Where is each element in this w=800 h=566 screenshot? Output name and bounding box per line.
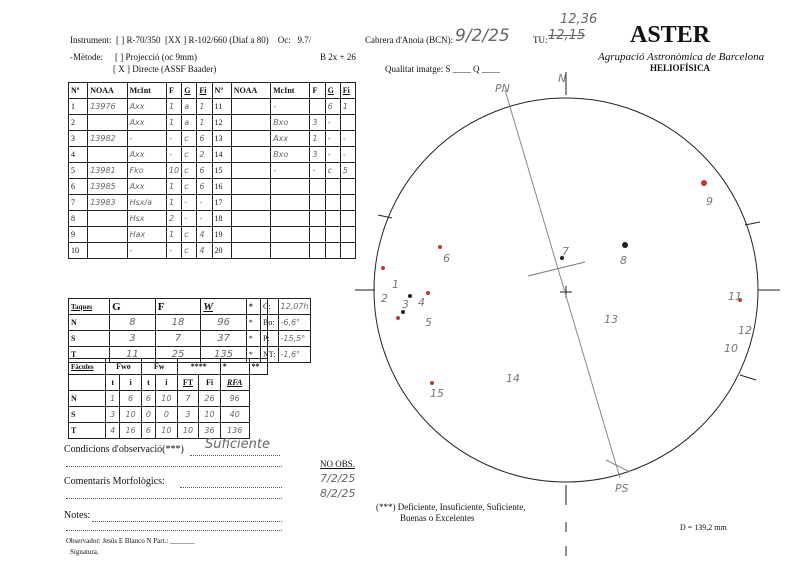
groups-table-cell[interactable]: 4	[197, 227, 212, 243]
facules-cell[interactable]: 4	[106, 423, 120, 439]
groups-table-cell[interactable]: 5	[69, 163, 88, 179]
groups-table-cell[interactable]: 1	[166, 115, 181, 131]
no-obs-date-1: 7/2/25	[320, 472, 356, 485]
conditions-label: Condicions d'observació(***)	[64, 444, 184, 455]
groups-table-cell[interactable]: -	[166, 131, 181, 147]
groups-table-cell[interactable]: Axx	[127, 99, 166, 115]
col-header: Nº	[69, 83, 88, 99]
comments-label: Comentaris Morfològics:	[64, 476, 165, 487]
groups-table-cell[interactable]: -	[271, 99, 310, 115]
groups-table-cell[interactable]: 1	[166, 227, 181, 243]
groups-table-cell[interactable]: c	[182, 147, 197, 163]
param-label: Bo:	[261, 315, 279, 331]
taques-cell[interactable]: 11	[110, 347, 156, 363]
groups-table-cell[interactable]: c	[182, 243, 197, 259]
instrument-label: Instrument:	[70, 35, 112, 45]
tu-handwritten-top: 12,36	[560, 12, 598, 27]
facules-cell[interactable]: 7	[177, 391, 199, 407]
col-header: G	[325, 83, 340, 99]
groups-table-cell[interactable]: 13983	[88, 195, 127, 211]
spot-group-15-red	[430, 381, 434, 385]
groups-table-cell[interactable]: Fko	[127, 163, 166, 179]
groups-table-cell[interactable]: Axx	[127, 115, 166, 131]
groups-table-cell[interactable]: 18	[212, 211, 231, 227]
groups-table-cell[interactable]: Hsx	[127, 211, 166, 227]
facules-cell[interactable]: 96	[220, 391, 249, 407]
groups-table-cell[interactable]: 15	[212, 163, 231, 179]
param-label: C:	[261, 299, 279, 315]
method-label: -Mètode:	[70, 52, 103, 62]
col-header: Fi	[340, 83, 355, 99]
groups-table-cell[interactable]: 13981	[88, 163, 127, 179]
spot-group-5-red	[426, 291, 430, 295]
groups-table-cell[interactable]: c	[182, 131, 197, 147]
taques-cell[interactable]: 37	[201, 331, 247, 347]
spot-group-1-red	[381, 266, 385, 270]
groups-table-cell[interactable]: 6	[197, 179, 212, 195]
group-number-label: 11	[728, 290, 742, 303]
groups-table-cell[interactable]: 2	[197, 147, 212, 163]
col-header: NOAA	[88, 83, 127, 99]
groups-table-cell[interactable]: 9	[69, 227, 88, 243]
brand-title: ASTER	[630, 22, 711, 48]
groups-table-cell[interactable]: 16	[212, 179, 231, 195]
facules-title: Fàcules	[69, 359, 106, 375]
diameter: D = 139,2 mm	[680, 523, 727, 532]
facules-cell[interactable]: 26	[199, 391, 221, 407]
facules-col-header: t	[106, 375, 120, 391]
facules-cell[interactable]: 6	[120, 391, 142, 407]
groups-table-cell[interactable]: -	[310, 163, 325, 179]
facules-cell[interactable]: 3	[106, 407, 120, 423]
facules-fwo: Fwo	[106, 359, 142, 375]
image-quality: Qualitat imatge: S ____ Q ____	[385, 64, 500, 74]
group-number-label: 4	[418, 296, 425, 309]
groups-table-cell[interactable]: 6	[197, 163, 212, 179]
groups-table-cell[interactable]: 1	[197, 115, 212, 131]
groups-table-cell[interactable]: -	[166, 147, 181, 163]
location: Cabrera d'Anoia (BCN):	[365, 35, 454, 45]
facules-cell[interactable]: 136	[220, 423, 249, 439]
tu-label: TU:	[533, 35, 548, 45]
group-number-label: 5	[425, 316, 432, 329]
oc-label: Oc:	[277, 35, 291, 45]
pole-south-label: PS	[615, 482, 629, 495]
groups-table-cell[interactable]: -	[182, 195, 197, 211]
param-value[interactable]: -1,6°	[278, 347, 311, 363]
groups-table-cell[interactable]: 1	[69, 99, 88, 115]
groups-table-cell[interactable]: -	[182, 211, 197, 227]
brand-section: HELIOFÍSICA	[650, 63, 711, 73]
groups-table-cell[interactable]: -	[325, 131, 340, 147]
groups-table-cell[interactable]: a	[182, 99, 197, 115]
taques-row-label: S	[69, 331, 110, 347]
col-header: McInt	[271, 83, 310, 99]
groups-table-cell[interactable]: 13982	[88, 131, 127, 147]
groups-table-cell[interactable]: -	[166, 243, 181, 259]
groups-table-cell[interactable]: 2	[69, 115, 88, 131]
facules-cell[interactable]: 10	[199, 407, 221, 423]
groups-table-cell[interactable]: 4	[197, 243, 212, 259]
taques-cell[interactable]: 25	[155, 347, 201, 363]
taques-col-f: F	[155, 299, 201, 315]
groups-table-cell[interactable]: -	[340, 147, 355, 163]
north-label: N	[558, 72, 567, 85]
facules-col-header: i	[120, 375, 142, 391]
groups-table-cell[interactable]: -	[127, 131, 166, 147]
facules-row-label: N	[69, 391, 106, 407]
groups-table-cell[interactable]: 8	[69, 211, 88, 227]
no-obs-date-2: 8/2/25	[320, 487, 356, 500]
facules-cell[interactable]: 3	[177, 407, 199, 423]
groups-table-cell[interactable]: 12	[212, 115, 231, 131]
facules-cell[interactable]: 0	[156, 407, 178, 423]
groups-table-cell[interactable]: 20	[212, 243, 231, 259]
groups-table-cell[interactable]: -	[271, 163, 310, 179]
facules-cell[interactable]: 0	[141, 407, 155, 423]
spot-group-9	[701, 180, 707, 186]
group-number-label: 15	[430, 387, 444, 400]
col-header: Fi	[197, 83, 212, 99]
tick-e1	[378, 215, 392, 218]
sunspots	[381, 180, 742, 385]
taques-cell[interactable]: *	[246, 331, 267, 347]
group-number-label: 12	[738, 324, 752, 337]
param-value[interactable]: -6,6°	[278, 315, 311, 331]
facules-cell[interactable]: 10	[156, 391, 178, 407]
groups-table-cell[interactable]: 1	[340, 99, 355, 115]
taques-cell[interactable]: 8	[110, 315, 156, 331]
groups-table-cell[interactable]: 7	[69, 195, 88, 211]
groups-table-cell[interactable]: 1	[166, 99, 181, 115]
taques-col-star: *	[246, 299, 267, 315]
facules-row-label: T	[69, 423, 106, 439]
no-obs-label: NO OBS.	[320, 459, 356, 469]
oc-value: 9.7/	[297, 35, 312, 45]
taques-title: Taques	[69, 299, 110, 315]
groups-table-cell[interactable]: Bxo	[271, 115, 310, 131]
groups-table-cell[interactable]: c	[182, 163, 197, 179]
taques-cell[interactable]: 7	[155, 331, 201, 347]
groups-table-cell[interactable]: -	[197, 211, 212, 227]
groups-table-cell[interactable]: Axx	[127, 179, 166, 195]
taques-cell[interactable]: 3	[110, 331, 156, 347]
facules-cell[interactable]: 6	[141, 423, 155, 439]
legend-line-1: (***) Deficiente, Insuficiente, Suficiente,	[376, 502, 526, 512]
facules-col-header: FT	[177, 375, 199, 391]
groups-table-cell[interactable]: 3	[310, 115, 325, 131]
groups-table-cell[interactable]: 13985	[88, 179, 127, 195]
col-header: F	[166, 83, 181, 99]
groups-table-cell[interactable]: Hsx/a	[127, 195, 166, 211]
taques-cell[interactable]: 135	[201, 347, 247, 363]
groups-table-cell[interactable]: -	[197, 195, 212, 211]
groups-table-cell[interactable]: 6	[197, 131, 212, 147]
group-number-label: 2	[381, 292, 388, 305]
facules-cell[interactable]: 40	[220, 407, 249, 423]
date-handwritten: 9/2/25	[455, 26, 510, 46]
spot-group-8	[622, 242, 628, 248]
facules-stars4: ****	[177, 359, 220, 375]
groups-table-cell[interactable]: 1	[166, 195, 181, 211]
facules-col-header: Fi	[199, 375, 221, 391]
taques-cell[interactable]: 18	[155, 315, 201, 331]
groups-table-cell[interactable]: -	[325, 147, 340, 163]
facules-col-header: i	[156, 375, 178, 391]
taques-row-label: T	[69, 347, 110, 363]
groups-table-cell[interactable]: 13	[212, 131, 231, 147]
col-header: NOAA	[231, 83, 270, 99]
groups-table-cell[interactable]: 19	[212, 227, 231, 243]
instrument-option-2[interactable]: [XX ] R-102/660 (Diaf a 80)	[165, 35, 269, 45]
spot-group-3-red	[396, 316, 400, 320]
groups-table-cell[interactable]: 3	[69, 131, 88, 147]
taques-col-w: W	[201, 299, 247, 315]
notes-label: Notes:	[64, 510, 91, 521]
groups-table-cell[interactable]: 3	[310, 147, 325, 163]
legend-line-2: Buenas o Excelentes	[400, 513, 475, 523]
facules-cell[interactable]: 16	[120, 423, 142, 439]
param-value[interactable]: -15,5°	[278, 331, 311, 347]
observer: Observador: Jesús E Blanco N Part.: _______	[66, 537, 195, 545]
groups-table-cell[interactable]: a	[182, 115, 197, 131]
group-number-label: 3	[402, 298, 409, 311]
groups-table-cell[interactable]: Axx	[127, 147, 166, 163]
taques-cell[interactable]: 96	[201, 315, 247, 331]
param-value[interactable]: 12,07h	[278, 299, 311, 315]
facules-row-label: S	[69, 407, 106, 423]
groups-table-cell[interactable]: 6	[325, 99, 340, 115]
groups-table-cell[interactable]: 1	[310, 131, 325, 147]
spot-group-6-red	[438, 245, 442, 249]
facules-cell[interactable]: 10	[156, 423, 178, 439]
facules-cell[interactable]: 10	[120, 407, 142, 423]
groups-table-cell[interactable]: 10	[69, 243, 88, 259]
col-header: McInt	[127, 83, 166, 99]
method-option-1[interactable]: [ ] Projecció (oc 9mm)	[115, 52, 197, 62]
facules-col-header: t	[141, 375, 155, 391]
group-number-label: 9	[706, 195, 713, 208]
facules-cell[interactable]: 10	[177, 423, 199, 439]
facules-cell[interactable]: 1	[106, 391, 120, 407]
groups-table-cell[interactable]: 11	[212, 99, 231, 115]
facules-cell[interactable]: 36	[199, 423, 221, 439]
col-header: Nº	[212, 83, 231, 99]
groups-table-cell[interactable]: 5	[340, 163, 355, 179]
groups-table-cell[interactable]: Axx	[271, 131, 310, 147]
brand-subtitle: Agrupació Astronòmica de Barcelona	[598, 51, 765, 63]
conditions-handwritten[interactable]: Suficiente	[205, 437, 270, 452]
signature: Signatura,	[70, 548, 99, 556]
taques-row-label: N	[69, 315, 110, 331]
groups-table-cell[interactable]: -	[127, 243, 166, 259]
param-label: NT:	[261, 347, 279, 363]
groups-table-cell[interactable]: Hax	[127, 227, 166, 243]
pole-north-label: PN	[495, 82, 510, 95]
facules-cell[interactable]: 6	[141, 391, 155, 407]
group-number-label: 13	[604, 313, 618, 326]
groups-table-cell[interactable]: c	[182, 179, 197, 195]
groups-table-cell[interactable]: c	[182, 227, 197, 243]
facules-star1: *	[220, 359, 249, 375]
group-number-label: 6	[443, 252, 450, 265]
col-header: G	[182, 83, 197, 99]
groups-table-cell[interactable]: 13976	[88, 99, 127, 115]
groups-table-cell[interactable]: -	[340, 131, 355, 147]
groups-table-cell[interactable]: 17	[212, 195, 231, 211]
pole-axis	[505, 90, 620, 478]
groups-table-cell[interactable]: 2	[166, 211, 181, 227]
groups-table-cell[interactable]: 4	[69, 147, 88, 163]
group-number-label: 14	[506, 372, 520, 385]
facules-fw: Fw	[141, 359, 177, 375]
tu-handwritten: 12,15	[548, 28, 586, 43]
groups-table-cell[interactable]: Bxo	[271, 147, 310, 163]
instrument-option-1[interactable]: [ ] R-70/350	[116, 35, 161, 45]
groups-table-cell[interactable]: 10	[166, 163, 181, 179]
tick-w2	[740, 375, 756, 380]
groups-table-cell[interactable]: 1	[166, 179, 181, 195]
facules-col-header: RFA	[220, 375, 249, 391]
groups-table-cell[interactable]: c	[325, 163, 340, 179]
groups-table-cell[interactable]: 6	[69, 179, 88, 195]
b-setting: B 2x + 26	[320, 52, 356, 62]
groups-table-cell[interactable]: 14	[212, 147, 231, 163]
param-label: P:	[261, 331, 279, 347]
groups-table-cell[interactable]: -	[325, 115, 340, 131]
taques-cell[interactable]: *	[246, 315, 267, 331]
taques-col-g: G	[110, 299, 156, 315]
groups-table-cell[interactable]: 1	[197, 99, 212, 115]
group-number-label: 1	[392, 278, 399, 291]
taques-cell[interactable]: *	[246, 347, 267, 363]
col-header: F	[310, 83, 325, 99]
group-number-label: 7	[562, 245, 569, 258]
facules-star2: **	[249, 359, 267, 375]
method-option-2[interactable]: [ X ] Directe (ASSF Baader)	[113, 64, 217, 74]
tick-w1	[745, 222, 760, 225]
group-number-label: 10	[724, 342, 738, 355]
group-number-label: 8	[620, 254, 627, 267]
